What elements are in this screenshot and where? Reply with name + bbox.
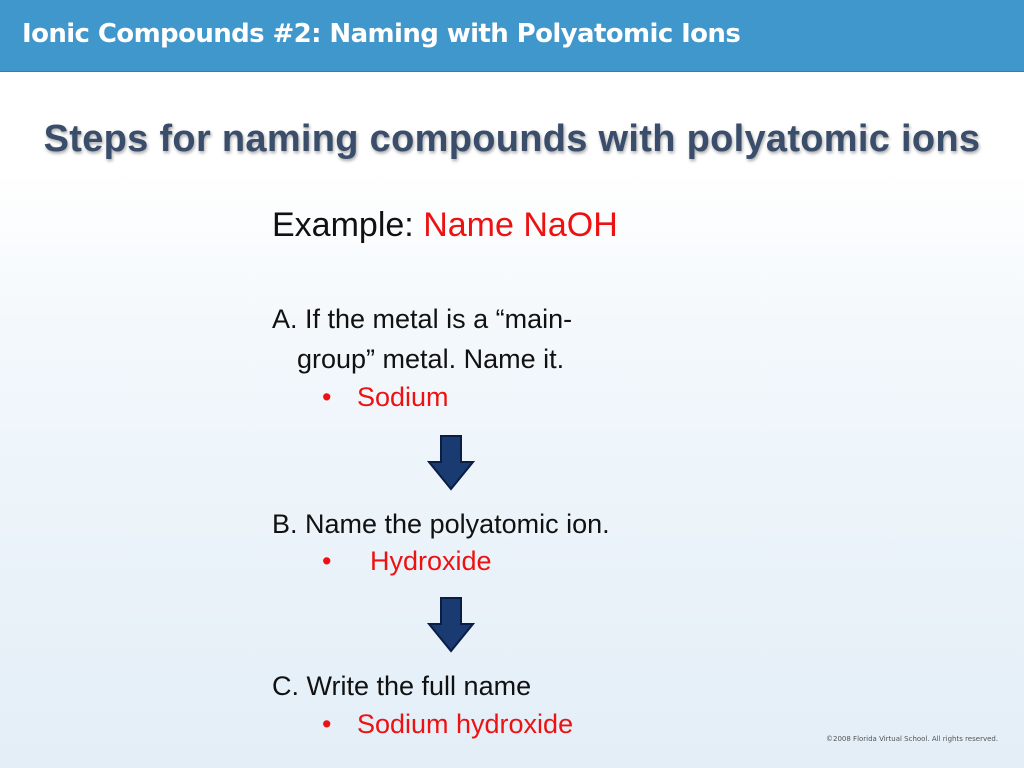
bullet-dot-icon: • (322, 709, 332, 739)
step-b-answer: Hydroxide (369, 546, 492, 576)
bullet-dot-icon: • (322, 382, 332, 412)
down-arrow-icon (427, 597, 475, 653)
bullet-dot-icon: • (322, 546, 332, 576)
step-a-text-line2: group” metal. Name it. (297, 344, 565, 374)
step-a-text-line1: A. If the metal is a “main- (272, 304, 573, 334)
slide-subtitle: Steps for naming compounds with polyatomic ions (43, 118, 981, 160)
down-arrow-icon (427, 435, 475, 491)
slide-title: Ionic Compounds #2: Naming with Polyatomic Ions (22, 19, 741, 49)
step-a-bullet (322, 382, 449, 413)
copyright-notice: ©2008 Florida Virtual School. All rights reserved. (826, 735, 999, 743)
step-c-answer: Sodium hydroxide (356, 709, 574, 739)
step-c-text: C. Write the full name (272, 671, 532, 701)
step-c-bullet (322, 709, 573, 740)
step-a-answer: Sodium (356, 382, 449, 412)
title-bar (0, 0, 1024, 72)
step-b-bullet (322, 546, 492, 577)
step-b-text: B. Name the polyatomic ion. (272, 509, 610, 539)
example-label: Example: (272, 206, 424, 244)
example-highlight: Name NaOH (423, 206, 618, 244)
example-line (272, 206, 618, 245)
